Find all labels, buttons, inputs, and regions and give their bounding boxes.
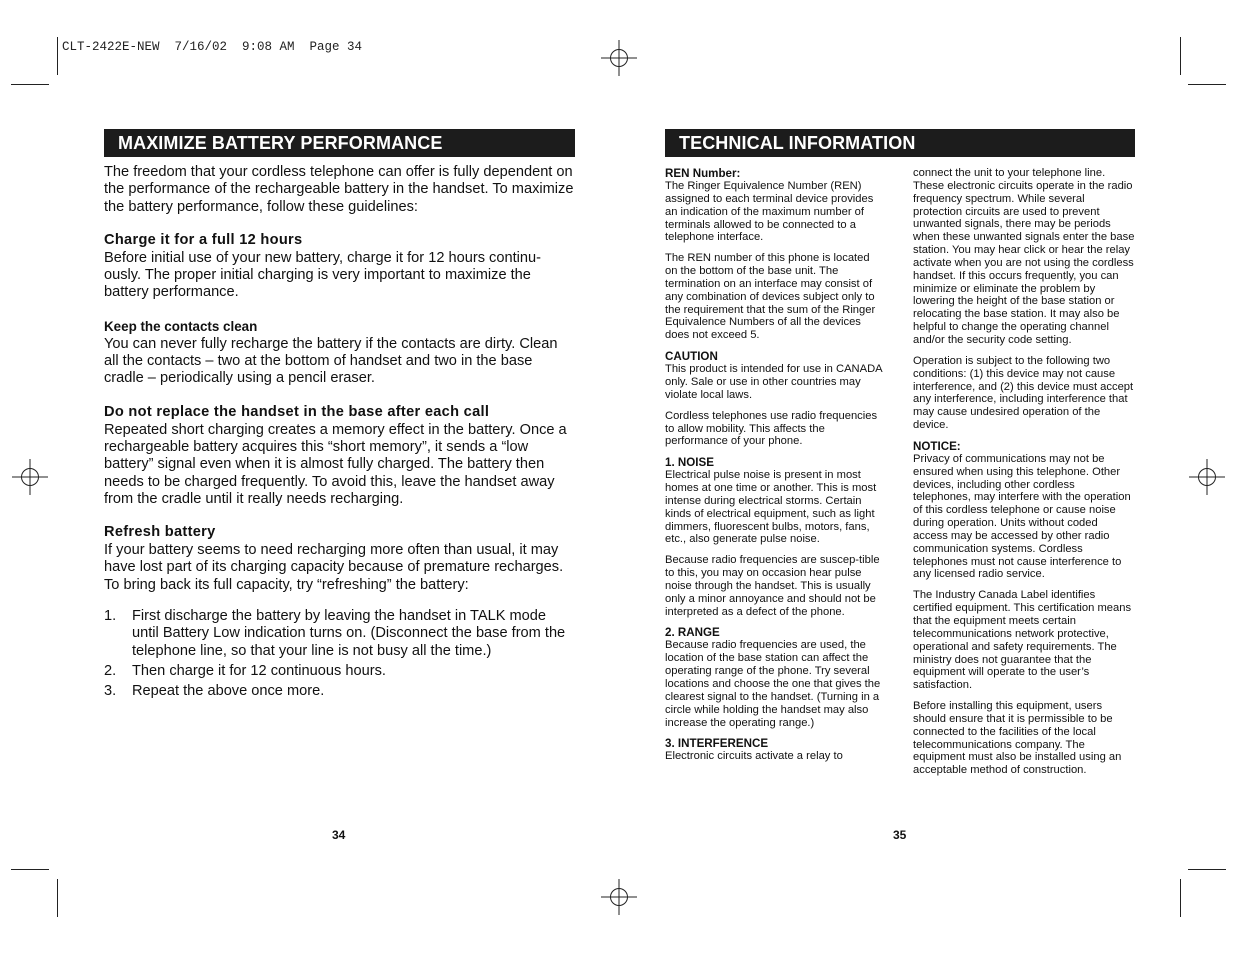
section-text: Repeated short charging creates a memory effect in the battery. Once a rechargeable battery acquires this “short memory”, it sends a “low battery” signal even when it is almost fully charged. The battery then needs to be charged frequently. To avoid this, leave the handset away from the cradle until it really needs recharging. bbox=[104, 421, 567, 507]
section-text: If your battery seems to need recharging more often than usual, it may have lost part of its charging capacity because of premature recharges. To bring back its full capacity, try “refreshing” the battery: bbox=[104, 542, 564, 593]
step-text: Then charge it for 12 continuous hours. bbox=[132, 662, 386, 679]
left-page-header: MAXIMIZE BATTERY PERFORMANCE bbox=[104, 129, 575, 157]
step-text: First discharge the battery by leaving the handset in TALK mode until Battery Low indication turns on. (Disconnect the base from the telephone line, so that your line is not busy all the time.) bbox=[132, 608, 566, 659]
noise-paragraph: Because radio frequencies are suscep-tible to this, you may on occasion hear pulse noise through the handset. This is usually only a minor annoyance and should not be interpreted as a defect of the phone. bbox=[665, 554, 880, 618]
printer-slug: CLT-2422E-NEW 7/16/02 9:08 AM Page 34 bbox=[62, 40, 363, 54]
caution-paragraph: Cordless telephones use radio frequencies to allow mobility. This affects the performance of your phone. bbox=[665, 409, 878, 448]
list-item bbox=[104, 663, 576, 680]
step-text: Repeat the above once more. bbox=[132, 683, 325, 700]
interference-paragraph: Electronic circuits activate a relay to bbox=[665, 750, 843, 763]
operation-conditions-paragraph: Operation is subject to the following two conditions: (1) this device may not cause interference, and (2) this device must accept any interference, including interference that may cause undesired operation of the device. bbox=[913, 354, 1134, 432]
ren-title: REN Number: bbox=[665, 167, 741, 180]
section-title: Keep the contacts clean bbox=[104, 318, 258, 334]
caution-title: CAUTION bbox=[665, 350, 718, 364]
page-number-right: 35 bbox=[893, 828, 907, 842]
noise-paragraph: Electrical pulse noise is present in most homes at one time or another. This is most intense during electrical storms. Certain kinds of electrical equipment, such as light dimmers, fluorescent bulbs, motors, fans, etc., also generate pulse noise. bbox=[665, 469, 877, 546]
interference-continued-paragraph: connect the unit to your telephone line. These electronic circuits operate in the radio frequency spectrum. While several protection circuits are used to prevent unwanted signals, there may be periods when these unwanted signals enter the base station. You may hear click or hear the relay activate when you are not using the cordless handset. If this occurs frequently, you can minimize or eliminate the problem by lowering the height of the base station or relocating the base station. It may also be helpful to change the operating channel and/or the security code setting. bbox=[913, 167, 1135, 346]
tech-info-column-1 bbox=[665, 167, 885, 771]
list-item bbox=[104, 683, 576, 700]
page-number-left: 34 bbox=[332, 828, 346, 842]
registration-mark-left bbox=[12, 459, 48, 495]
step-number: 2. bbox=[104, 662, 117, 679]
step-number: 1. bbox=[104, 608, 117, 625]
caution-paragraph: This product is intended for use in CANADA only. Sale or use in other countries may violate local laws. bbox=[665, 363, 883, 401]
notice-paragraph: The Industry Canada Label identifies certified equipment. This certification means that the equipment meets certain telecommunications network protective, operational and safety requirements. The ministry does not guarantee that the equipment will operate to the user’s satisfaction. bbox=[913, 589, 1132, 692]
right-page-header: TECHNICAL INFORMATION bbox=[665, 129, 1135, 157]
left-page-body bbox=[104, 164, 576, 704]
noise-title: 1. NOISE bbox=[665, 456, 714, 470]
section-text: You can never fully recharge the battery if the contacts are dirty. Clean all the contacts – two at the bottom of handset and two in the base cradle – periodically using a pencil eraser. bbox=[104, 335, 558, 387]
section-text: Before initial use of your new battery, charge it for 12 hours continu-ously. The proper initial charging is very important to maximize the battery performance. bbox=[104, 249, 541, 301]
registration-mark-top bbox=[601, 40, 637, 76]
interference-title: 3. INTERFERENCE bbox=[665, 737, 769, 751]
notice-paragraph: Privacy of communications may not be ensured when using this telephone. Other devices, including other cordless telephones, may interfere with the operation of this cordless telephone or cause noise during operation. Units without coded access may be accessed by other radio communication systems. Cordless telephones must not cause interference to any licensed radio service. bbox=[913, 452, 1131, 581]
list-item bbox=[104, 608, 576, 660]
intro-paragraph: The freedom that your cordless telephone can offer is fully dependent on the performance of the rechargeable battery in the handset. To maximize the battery performance, follow these guidelines: bbox=[104, 164, 574, 215]
registration-mark-right bbox=[1189, 459, 1225, 495]
range-title: 2. RANGE bbox=[665, 626, 720, 640]
registration-mark-bottom bbox=[601, 879, 637, 915]
section-title: Do not replace the handset in the base after each call bbox=[104, 403, 490, 420]
section-title: Refresh battery bbox=[104, 524, 216, 541]
range-paragraph: Because radio frequencies are used, the location of the base station can affect the operating range of the phone. Try several locations and choose the one that gives the clearest signal to the handset. (Turning in a circle while holding the handset may also increase the operating range.) bbox=[665, 639, 881, 729]
section-title: Charge it for a full 12 hours bbox=[104, 231, 303, 248]
notice-paragraph: Before installing this equipment, users should ensure that it is permissible to be connected to the facilities of the local telecommunications company. The equipment must also be installed using an acceptable method of construction. bbox=[913, 700, 1122, 777]
refresh-steps-list bbox=[104, 608, 576, 700]
step-number: 3. bbox=[104, 683, 117, 700]
ren-paragraph: The REN number of this phone is located on the bottom of the base unit. The termination on an interface may consist of any combination of devices subject only to the requirement that the sum of the Ringer Equivalence Numbers of all the devices does not exceed 5. bbox=[665, 252, 876, 342]
ren-paragraph: The Ringer Equivalence Number (REN) assigned to each terminal device provides an indication of the maximum number of terminals allowed to be connected to a telephone interface. bbox=[665, 180, 874, 244]
notice-title: NOTICE: bbox=[913, 439, 961, 453]
tech-info-column-2 bbox=[913, 167, 1135, 785]
